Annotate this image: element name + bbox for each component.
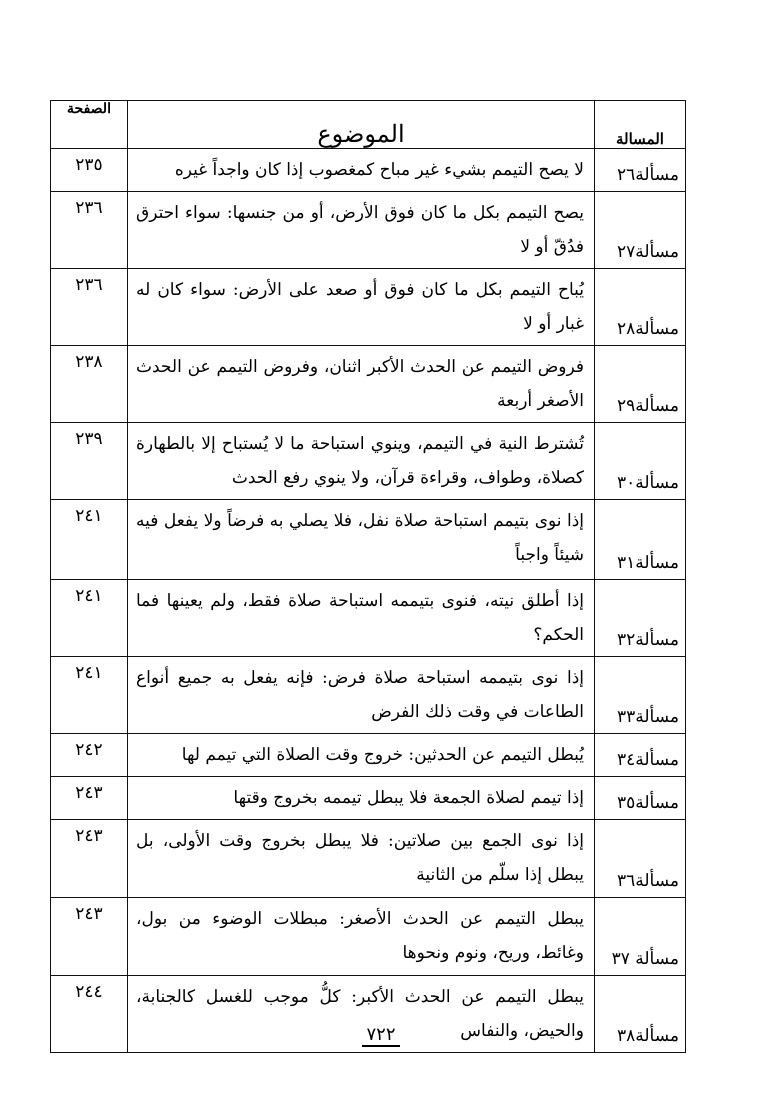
row-page: ٢٤١ [51,657,128,734]
row-topic: يبطل التيمم عن الحدث الأكبر: كلُّ موجب للغسل كالجنابة، والحيض، والنفاس [128,976,595,1053]
row-topic: يبطل التيمم عن الحدث الأصغر: مبطلات الوضوء من بول، وغائط، وريح، ونوم ونحوها [128,898,595,976]
table-row [51,192,686,269]
row-topic: يُباح التيمم بكل ما كان فوق أو صعد على الأرض: سواء كان له غبار أو لا [128,269,595,346]
row-page: ٢٤١ [51,500,128,580]
row-page: ٢٣٦ [51,192,128,269]
header-topic: الموضوع [128,101,595,149]
row-page: ٢٣٥ [51,149,128,192]
table-row [51,734,686,777]
table-row [51,346,686,423]
row-mas: مسألة٢٧ [595,192,686,269]
row-topic: إذا نوى بتيممه استباحة صلاة فرض: فإنه يفعل به جميع أنواع الطاعات في وقت ذلك الفرض [128,657,595,734]
row-mas: مسألة٢٨ [595,269,686,346]
row-page: ٢٣٨ [51,346,128,423]
table-row [51,777,686,820]
table-row [51,820,686,898]
row-page: ٢٤٤ [51,976,128,1053]
table-body [51,149,686,1053]
row-mas: مسألة٣٢ [595,580,686,657]
table-row [51,500,686,580]
row-topic: يُبطل التيمم عن الحدثين: خروج وقت الصلاة التي تيمم لها [128,734,595,777]
row-page: ٢٤٣ [51,777,128,820]
row-mas: مسألة٣٠ [595,423,686,500]
row-mas: مسألة٣١ [595,500,686,580]
row-topic: إذا نوى الجمع بين صلاتين: فلا يبطل بخروج وقت الأولى، بل يبطل إذا سلّم من الثانية [128,820,595,898]
page-footer [0,1024,762,1045]
header-row [51,101,686,149]
table-row [51,898,686,976]
table-row [51,149,686,192]
page-number: ٧٢٢ [362,1024,399,1047]
row-topic: تُشترط النية في التيمم، وينوي استباحة ما لا يُستباح إلا بالطهارة كصلاة، وطواف، وقراءة قرآن، ولا ينوي رفع الحدث [128,423,595,500]
row-mas: مسألة٣٦ [595,820,686,898]
row-topic: فروض التيمم عن الحدث الأكبر اثنان، وفروض التيمم عن الحدث الأصغر أربعة [128,346,595,423]
row-topic: يصح التيمم بكل ما كان فوق الأرض، أو من جنسها: سواء احترق فدُقّ أو لا [128,192,595,269]
row-page: ٢٤٣ [51,898,128,976]
table-row [51,423,686,500]
row-mas: مسألة٢٩ [595,346,686,423]
table-row [51,657,686,734]
row-topic: إذا أطلق نيته، فنوى بتيممه استباحة صلاة فقط، ولم يعينها فما الحكم؟ [128,580,595,657]
row-page: ٢٣٦ [51,269,128,346]
row-mas: مسألة٣٥ [595,777,686,820]
row-mas: مسألة٢٦ [595,149,686,192]
row-topic: لا يصح التيمم بشيء غير مباح كمغصوب إذا كان واجداً غيره [128,149,595,192]
header-page: الصفحة [51,101,128,149]
row-mas: مسألة٣٤ [595,734,686,777]
row-page: ٢٣٩ [51,423,128,500]
row-topic: إذا تيمم لصلاة الجمعة فلا يبطل تيممه بخروج وقتها [128,777,595,820]
header-mas: المسالة [595,101,686,149]
row-page: ٢٤٣ [51,820,128,898]
row-page: ٢٤١ [51,580,128,657]
index-table [50,100,686,1053]
row-mas: مسألة٣٨ [595,976,686,1053]
row-page: ٢٤٢ [51,734,128,777]
table-row [51,580,686,657]
row-mas: مسألة٣٣ [595,657,686,734]
row-topic: إذا نوى بتيمم استباحة صلاة نفل، فلا يصلي به فرضاً ولا يفعل فيه شيئاً واجباً [128,500,595,580]
row-mas: مسألة ٣٧ [595,898,686,976]
table-row [51,269,686,346]
